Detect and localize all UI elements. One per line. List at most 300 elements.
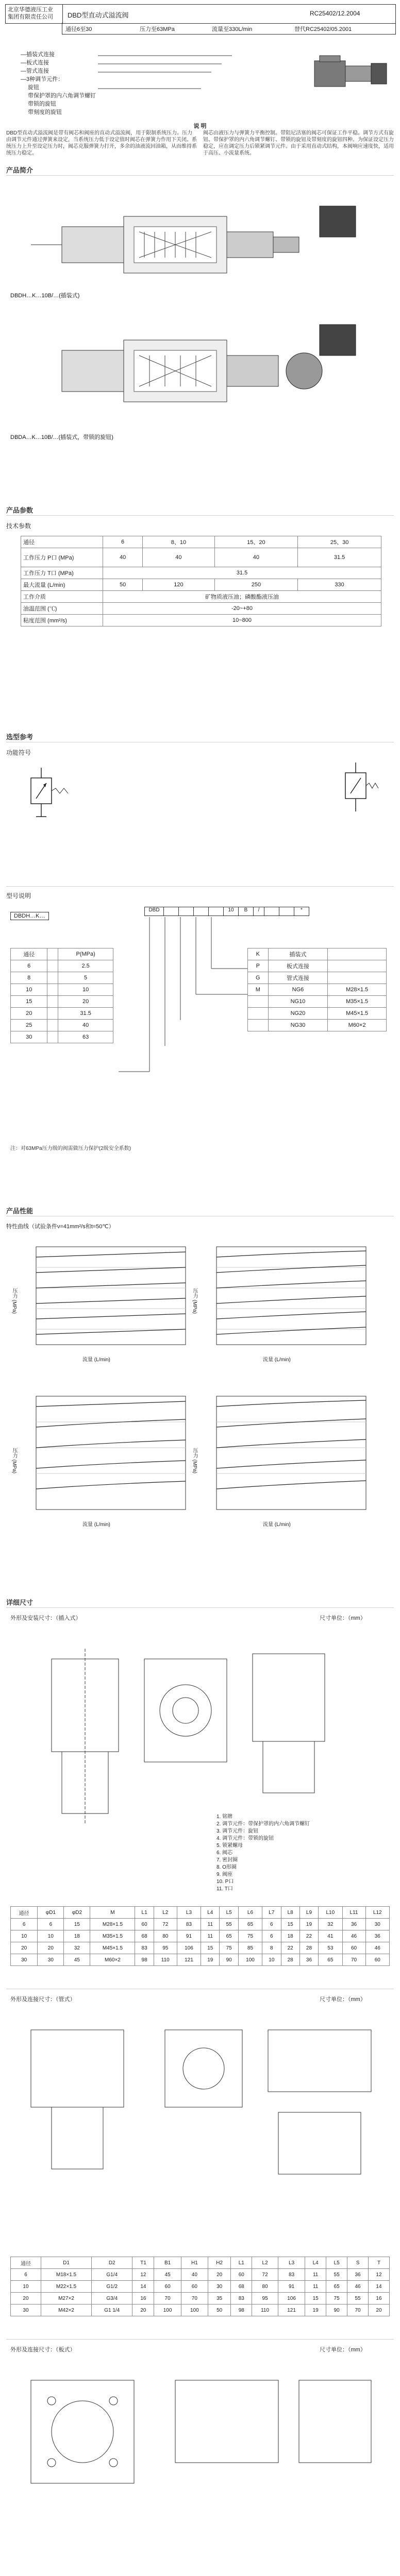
figure-2-caption: DBDA…K…10B/…(插装式，带锁的旋钮) xyxy=(10,434,113,440)
model-code-cell xyxy=(264,907,279,916)
perf-xlabel-1: 流量 (L/min) xyxy=(82,1357,110,1363)
table-cell: 65 xyxy=(319,1954,342,1966)
table-cell: 10~800 xyxy=(103,615,381,626)
table-header-cell: L2 xyxy=(252,2257,278,2269)
table-row xyxy=(11,2257,390,2269)
feature-item: 带保护罩的内六角调节螺钉 xyxy=(28,93,96,99)
table-row xyxy=(11,1942,390,1954)
table-header-cell: L3 xyxy=(278,2257,305,2269)
table-cell: 6 xyxy=(262,1930,281,1942)
table-header-cell: L2 xyxy=(154,1907,177,1919)
table-header-cell: H2 xyxy=(208,2257,230,2269)
symbol-title: 功能符号 xyxy=(6,749,31,756)
perf-ylabel-2: 压力 (MPa) xyxy=(192,1288,197,1314)
table-cell: 16 xyxy=(368,2293,389,2304)
table-row xyxy=(11,2281,390,2293)
table-cell: NG10 xyxy=(268,996,328,1008)
table-cell: 10 xyxy=(262,1954,281,1966)
section-title-perf: 产品性能 xyxy=(6,1207,34,1215)
table-cell: 工作压力 T口 (MPa) xyxy=(21,567,103,579)
table-row xyxy=(21,579,381,591)
table-cell: 60 xyxy=(342,1942,365,1954)
table-cell: 91 xyxy=(278,2281,305,2293)
table-header-cell: S xyxy=(347,2257,369,2269)
doc-code: RC25402/12.2004 xyxy=(310,10,360,17)
table-cell: 8 xyxy=(262,1942,281,1954)
figure-1-caption: DBDH…K…10B/…(插装式) xyxy=(10,293,80,299)
table-cell: 53 xyxy=(319,1942,342,1954)
table-cell: 50 xyxy=(208,2304,230,2316)
table-header-cell: L1 xyxy=(231,2257,252,2269)
table-header-cell: 通径 xyxy=(11,1907,38,1919)
table-cell: 8、10 xyxy=(143,536,214,548)
table-cell: 35 xyxy=(208,2293,230,2304)
table-cell: 11 xyxy=(201,1919,220,1930)
model-footnote: 注：对63MPa压力级的阀需做压力保护(2级安全系数) xyxy=(10,1146,131,1151)
table-cell: 25、30 xyxy=(298,536,381,548)
table-row xyxy=(11,996,113,1008)
table-cell: 36 xyxy=(347,2269,369,2281)
table-cell: 330 xyxy=(298,579,381,591)
legend-item: 10. P口 xyxy=(216,1879,234,1885)
table-cell: 85 xyxy=(238,1942,262,1954)
legend-item: 7. 密封圈 xyxy=(216,1857,238,1863)
perf-curves-grid xyxy=(21,1242,381,1571)
table-row xyxy=(248,960,387,972)
table-header-cell: L4 xyxy=(305,2257,326,2269)
perf-subtitle: 特性曲线（试验条件ν=41mm²/s和t=50℃） xyxy=(6,1224,114,1230)
table-cell: 50 xyxy=(103,579,143,591)
table-cell: -20~+80 xyxy=(103,603,381,615)
table-cell: 106 xyxy=(177,1942,201,1954)
section-title-intro: 产品简介 xyxy=(6,166,34,174)
table-row xyxy=(11,984,113,996)
table-cell: 板式连接 xyxy=(268,960,328,972)
table-cell: 28 xyxy=(281,1954,299,1966)
table-cell: 15 xyxy=(11,996,47,1008)
table-cell: M18×1.5 xyxy=(41,2269,91,2281)
perf-ylabel-1: 压力 (MPa) xyxy=(11,1288,17,1314)
table-cell: 2.5 xyxy=(58,960,113,972)
model-title: 型号说明 xyxy=(6,892,31,900)
table-cell: 90 xyxy=(220,1954,238,1966)
feature-item: 带刻度的旋钮 xyxy=(28,109,62,115)
legend-item: 8. O形圈 xyxy=(216,1865,237,1870)
table-cell: 121 xyxy=(278,2304,305,2316)
table-cell: 60 xyxy=(154,2281,181,2293)
dims-table-1 xyxy=(10,1906,390,1966)
table-cell xyxy=(248,1008,269,1020)
table-cell: 10 xyxy=(11,2281,41,2293)
table-row xyxy=(11,1008,113,1020)
section-title-dims: 详细尺寸 xyxy=(6,1599,34,1606)
table-row xyxy=(11,1907,390,1919)
table-header-cell: L10 xyxy=(319,1907,342,1919)
desc-right: 阀芯由液压力与弹簧力平衡控制。带阻尼活塞的阀芯可保证工作平稳。调节方式有旋钮、带保护罩的内六角调节螺钉、带锁的旋钮及带刻度的旋钮四种。为保证设定压力稳定，应在调定压力后锁紧调节元件。由于采用直动式结构，本阀响应速度快，适用于高压、小流量系统。 xyxy=(203,130,394,156)
table-row xyxy=(248,984,387,996)
table-cell: 5 xyxy=(58,972,113,984)
table-cell: 45 xyxy=(154,2269,181,2281)
table-header-cell: L1 xyxy=(135,1907,154,1919)
table-row xyxy=(11,2304,390,2316)
dims-block3-unit: 尺寸单位：（mm） xyxy=(320,2347,366,2353)
table-cell: M22×1.5 xyxy=(41,2281,91,2293)
header-spec-row xyxy=(62,23,396,35)
table-cell: 管式连接 xyxy=(268,972,328,984)
legend-item: 9. 阀座 xyxy=(216,1872,233,1877)
table-cell: M35×1.5 xyxy=(328,996,387,1008)
table-cell: 80 xyxy=(252,2281,278,2293)
table-header-cell: φD1 xyxy=(38,1907,64,1919)
model-right-table xyxy=(247,948,387,1031)
table-row xyxy=(11,1930,390,1942)
desc-block xyxy=(6,122,394,158)
perf-ylabel-3: 压力 (MPa) xyxy=(11,1448,17,1473)
table-cell: 95 xyxy=(252,2293,278,2304)
table-cell: M35×1.5 xyxy=(90,1930,135,1942)
table-cell: 19 xyxy=(305,2304,326,2316)
model-code-cell: / xyxy=(254,907,264,916)
table-cell: 6 xyxy=(103,536,143,548)
table-cell: G1/2 xyxy=(92,2281,132,2293)
table-header-cell: T xyxy=(368,2257,389,2269)
spec-replaces: 替代RC25402/05.2001 xyxy=(294,26,352,32)
table-cell: 15 xyxy=(281,1919,299,1930)
spec-flow: 流量至330L/min xyxy=(212,26,253,32)
legend-item: 6. 阀芯 xyxy=(216,1850,233,1856)
feature-item: —插装式连接 xyxy=(21,52,55,58)
table-cell: 20 xyxy=(38,1942,64,1954)
table-header-cell: M xyxy=(90,1907,135,1919)
table-row xyxy=(21,536,381,548)
table-row xyxy=(11,972,113,984)
cross-section-drawing-2 xyxy=(31,319,371,422)
table-cell: 工作介质 xyxy=(21,591,103,603)
table-cell: 60 xyxy=(365,1954,389,1966)
feature-list xyxy=(21,50,96,116)
table-cell: 28 xyxy=(299,1942,318,1954)
table-header-cell: 通径 xyxy=(11,2257,41,2269)
table-cell: 20 xyxy=(368,2304,389,2316)
table-cell: 60 xyxy=(135,1919,154,1930)
table-cell: 55 xyxy=(220,1919,238,1930)
table-cell: 75 xyxy=(326,2293,347,2304)
table-cell: 6 xyxy=(11,960,47,972)
table-cell: 32 xyxy=(319,1919,342,1930)
table-cell: 12 xyxy=(132,2269,154,2281)
table-cell: 63 xyxy=(58,1031,113,1043)
table-cell: 粘度范围 (mm²/s) xyxy=(21,615,103,626)
table-header-cell: L5 xyxy=(326,2257,347,2269)
table-cell: 65 xyxy=(220,1930,238,1942)
table-cell xyxy=(47,972,58,984)
table-cell: 46 xyxy=(342,1930,365,1942)
params-table xyxy=(21,536,381,626)
perf-section xyxy=(0,1206,400,1587)
cross-section-drawing-1 xyxy=(31,196,371,289)
table-cell: 20 xyxy=(11,2293,41,2304)
model-code-cell xyxy=(279,907,294,916)
perf-xlabel-3: 流量 (L/min) xyxy=(82,1522,110,1528)
table-cell: G xyxy=(248,972,269,984)
table-cell: 31.5 xyxy=(298,548,381,567)
feature-item: —板式连接 xyxy=(21,60,49,66)
header-row-1 xyxy=(5,4,396,24)
table-row xyxy=(11,1954,390,1966)
valve-photo xyxy=(309,40,392,97)
table-cell: 65 xyxy=(326,2281,347,2293)
table-cell: 20 xyxy=(11,1008,47,1020)
table-cell: 70 xyxy=(181,2293,208,2304)
table-cell: 60 xyxy=(231,2269,252,2281)
table-cell: 100 xyxy=(154,2304,181,2316)
model-code-row xyxy=(144,907,309,916)
sub-model-label: DBDH…K… xyxy=(10,912,49,920)
table-cell: 15 xyxy=(64,1919,90,1930)
table-cell: 75 xyxy=(238,1930,262,1942)
table-cell: G1 1/4 xyxy=(92,2304,132,2316)
intro-section xyxy=(0,165,400,495)
table-row xyxy=(21,603,381,615)
table-cell: 11 xyxy=(201,1930,220,1942)
table-cell: 30 xyxy=(11,1031,47,1043)
table-cell: 15 xyxy=(305,2293,326,2304)
company-line-1: 北京华德液压工业 xyxy=(8,7,53,13)
table-header-cell: D2 xyxy=(92,2257,132,2269)
header-card xyxy=(0,4,400,159)
model-left-table xyxy=(10,948,113,1043)
table-row xyxy=(11,1020,113,1031)
table-row xyxy=(11,1919,390,1930)
model-code-cell: * xyxy=(294,907,309,916)
table-header-cell: P(MPa) xyxy=(58,948,113,960)
table-row xyxy=(248,1020,387,1031)
table-cell: 25 xyxy=(11,1020,47,1031)
spec-pressure: 压力至63MPa xyxy=(140,26,175,32)
table-cell: G3/4 xyxy=(92,2293,132,2304)
table-cell: 90 xyxy=(326,2304,347,2316)
section-title-params: 产品参数 xyxy=(6,506,34,514)
table-cell: 83 xyxy=(231,2293,252,2304)
table-cell: 91 xyxy=(177,1930,201,1942)
table-cell: 36 xyxy=(342,1919,365,1930)
perf-ylabel-4: 压力 (MPa) xyxy=(192,1448,197,1473)
table-cell: 83 xyxy=(135,1942,154,1954)
table-cell: 6 xyxy=(11,1919,38,1930)
table-cell: 120 xyxy=(143,579,214,591)
table-cell: 30 xyxy=(11,2304,41,2316)
table-cell: M xyxy=(248,984,269,996)
table-cell: 100 xyxy=(238,1954,262,1966)
table-cell: NG30 xyxy=(268,1020,328,1031)
table-cell: 18 xyxy=(281,1930,299,1942)
table-cell: NG20 xyxy=(268,1008,328,1020)
table-cell: 10 xyxy=(58,984,113,996)
feature-item: —3种调节元件： xyxy=(21,76,64,82)
dims-drawing-3 xyxy=(10,2360,392,2576)
table-cell: 11 xyxy=(305,2269,326,2281)
feature-item: 旋钮 xyxy=(28,84,39,91)
feature-item: 带锁的旋钮 xyxy=(28,101,56,107)
table-cell xyxy=(248,996,269,1008)
table-cell: 14 xyxy=(368,2281,389,2293)
table-header-cell: L11 xyxy=(342,1907,365,1919)
table-cell: 11 xyxy=(305,2281,326,2293)
table-header-cell: 通径 xyxy=(11,948,47,960)
table-row xyxy=(21,548,381,567)
table-cell: 6 xyxy=(262,1919,281,1930)
table-cell xyxy=(47,996,58,1008)
model-leader-lines xyxy=(119,917,247,1082)
table-cell xyxy=(328,972,387,984)
table-cell: M28×1.5 xyxy=(90,1919,135,1930)
table-row xyxy=(11,2293,390,2304)
table-cell: 75 xyxy=(220,1942,238,1954)
table-cell: 6 xyxy=(38,1919,64,1930)
product-title: DBD型直动式溢流阀 xyxy=(68,11,129,19)
table-cell: M45×1.5 xyxy=(328,1008,387,1020)
table-cell: 36 xyxy=(299,1954,318,1966)
table-header-cell: D1 xyxy=(41,2257,91,2269)
table-cell xyxy=(47,1008,58,1020)
table-cell: 19 xyxy=(201,1954,220,1966)
table-cell: 40 xyxy=(143,548,214,567)
table-cell: 20 xyxy=(58,996,113,1008)
table-cell: 40 xyxy=(214,548,298,567)
table-cell: 110 xyxy=(154,1954,177,1966)
table-cell: K xyxy=(248,948,269,960)
table-cell: 36 xyxy=(365,1930,389,1942)
table-cell: 30 xyxy=(208,2281,230,2293)
table-cell xyxy=(328,948,387,960)
table-cell: 121 xyxy=(177,1954,201,1966)
table-row xyxy=(21,567,381,579)
table-cell: 98 xyxy=(231,2304,252,2316)
dims-block3-title: 外形及连接尺寸：（板式） xyxy=(10,2347,76,2353)
table-cell: 12 xyxy=(368,2269,389,2281)
table-cell: 98 xyxy=(135,1954,154,1966)
table-header-cell: L3 xyxy=(177,1907,201,1919)
table-cell: 70 xyxy=(347,2304,369,2316)
table-cell: 工作压力 P口 (MPa) xyxy=(21,548,103,567)
perf-xlabel-4: 流量 (L/min) xyxy=(263,1522,291,1528)
table-header-cell: L4 xyxy=(201,1907,220,1919)
table-cell: 插装式 xyxy=(268,948,328,960)
company-line-2: 集团有限责任公司 xyxy=(8,14,53,20)
params-subtitle: 技术参数 xyxy=(6,522,31,530)
table-cell: M45×1.5 xyxy=(90,1942,135,1954)
table-cell: 30 xyxy=(38,1954,64,1966)
dims-drawing-2 xyxy=(10,2009,392,2236)
table-cell: M60×2 xyxy=(90,1954,135,1966)
dims-block1-title: 外形及安装尺寸：（插入式） xyxy=(10,1615,81,1621)
table-cell: 8 xyxy=(11,972,47,984)
selection-section xyxy=(0,732,400,1195)
table-cell: 55 xyxy=(347,2293,369,2304)
table-header-cell: H1 xyxy=(181,2257,208,2269)
table-header-cell xyxy=(47,948,58,960)
legend-item: 1. 铭牌 xyxy=(216,1814,233,1820)
table-cell: 10 xyxy=(38,1930,64,1942)
table-row xyxy=(248,972,387,984)
table-row xyxy=(11,948,113,960)
table-cell: 15、20 xyxy=(214,536,298,548)
model-code-cell xyxy=(164,907,179,916)
table-header-cell: L7 xyxy=(262,1907,281,1919)
table-cell: 通径 xyxy=(21,536,103,548)
table-header-cell: L12 xyxy=(365,1907,389,1919)
table-cell: 31.5 xyxy=(103,567,381,579)
table-cell xyxy=(47,1031,58,1043)
table-cell: 83 xyxy=(278,2269,305,2281)
table-cell: 18 xyxy=(64,1930,90,1942)
table-cell xyxy=(47,960,58,972)
perf-xlabel-2: 流量 (L/min) xyxy=(263,1357,291,1363)
table-cell: 40 xyxy=(181,2269,208,2281)
table-row xyxy=(248,996,387,1008)
table-cell: 31.5 xyxy=(58,1008,113,1020)
table-cell: 55 xyxy=(326,2269,347,2281)
table-cell: 95 xyxy=(154,1942,177,1954)
dims-drawing-1 xyxy=(10,1628,392,1855)
hydraulic-symbol-1 xyxy=(15,768,77,824)
model-code-cell xyxy=(194,907,209,916)
table-cell: 45 xyxy=(64,1954,90,1966)
table-cell: 72 xyxy=(252,2269,278,2281)
table-cell: 30 xyxy=(365,1919,389,1930)
table-row xyxy=(11,2269,390,2281)
table-header-cell: φD2 xyxy=(64,1907,90,1919)
feature-item: —管式连接 xyxy=(21,68,49,74)
table-header-cell: B1 xyxy=(154,2257,181,2269)
table-cell: 10 xyxy=(11,984,47,996)
table-cell: 65 xyxy=(238,1919,262,1930)
table-cell: 30 xyxy=(11,1954,38,1966)
table-cell: 15 xyxy=(201,1942,220,1954)
table-cell: 19 xyxy=(299,1919,318,1930)
table-cell: G1/4 xyxy=(92,2269,132,2281)
desc-left: DBD型直动式溢流阀是带有阀芯和阀座的直动式溢流阀，用于限制系统压力。压力由调节元件通过弹簧来设定，当系统压力低于设定值时阀芯在弹簧力作用下关闭。系统压力上升至设定压力时，阀芯克服弹簧力打开，多余的油液流回油箱，从而维持系统压力稳定。 xyxy=(6,130,197,156)
table-cell: 16 xyxy=(132,2293,154,2304)
table-cell: P xyxy=(248,960,269,972)
table-row xyxy=(21,615,381,626)
model-code-cell: DBD xyxy=(144,907,164,916)
legend-item: 11. T口 xyxy=(216,1886,233,1892)
table-cell: 46 xyxy=(365,1942,389,1954)
table-row xyxy=(11,960,113,972)
table-header-cell: L8 xyxy=(281,1907,299,1919)
table-row xyxy=(11,1031,113,1043)
params-section xyxy=(0,505,400,721)
hydraulic-symbol-2 xyxy=(330,762,387,814)
table-row xyxy=(21,591,381,603)
table-cell: 83 xyxy=(177,1919,201,1930)
table-cell: 106 xyxy=(278,2293,305,2304)
table-cell: 10 xyxy=(11,1930,38,1942)
table-cell: 72 xyxy=(154,1919,177,1930)
dims-block2-unit: 尺寸单位：（mm） xyxy=(320,1996,366,2003)
feature-leader-lines xyxy=(98,53,242,115)
table-cell: 110 xyxy=(252,2304,278,2316)
table-cell: 70 xyxy=(342,1954,365,1966)
table-row xyxy=(248,948,387,960)
table-cell: 油温范围 (℃) xyxy=(21,603,103,615)
table-cell xyxy=(248,1020,269,1031)
table-header-cell: T1 xyxy=(132,2257,154,2269)
table-cell: 80 xyxy=(154,1930,177,1942)
dims-table-2 xyxy=(10,2257,390,2316)
table-header-cell: L5 xyxy=(220,1907,238,1919)
